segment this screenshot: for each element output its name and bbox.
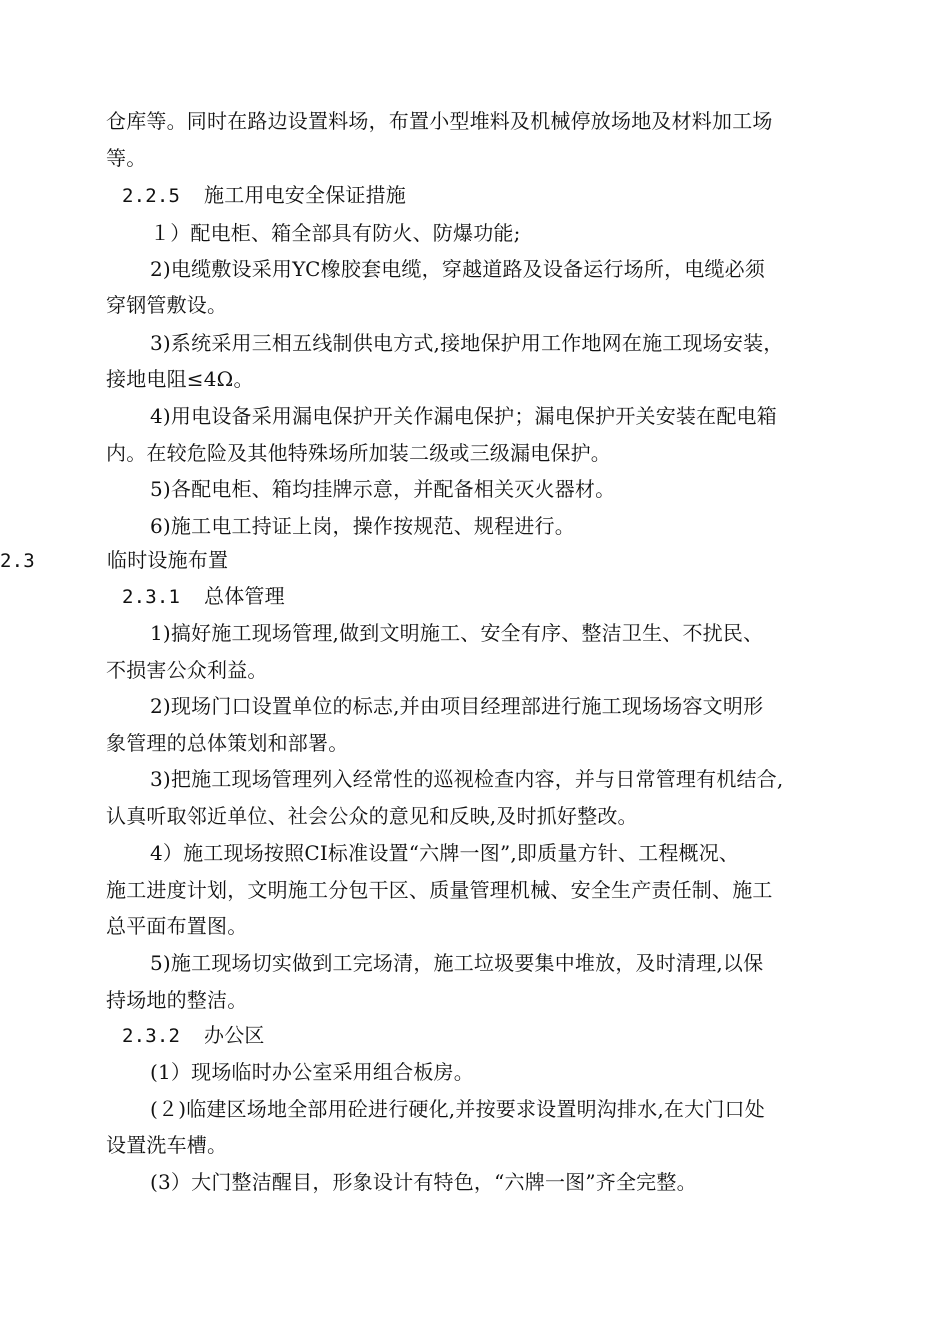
text-line: 4）施工现场按照CI标准设置“六牌一图”,即质量方针、工程概况、 xyxy=(150,841,740,865)
text-line: １）配电柜、箱全部具有防火、防爆功能; xyxy=(150,221,521,245)
text-line: 3)把施工现场管理列入经常性的巡视检查内容，并与日常管理有机结合, xyxy=(150,767,784,791)
text-line: (２)临建区场地全部用砼进行硬化,并按要求设置明沟排水,在大门口处 xyxy=(150,1097,765,1121)
text-line: 5)各配电柜、箱均挂牌示意，并配备相关灭火器材。 xyxy=(150,477,616,501)
section-heading xyxy=(122,583,285,609)
section-number: 2.2.5 xyxy=(122,185,181,207)
text-line: 1)搞好施工现场管理,做到文明施工、安全有序、整洁卫生、不扰民、 xyxy=(150,621,764,645)
text-line: 6)施工电工持证上岗，操作按规范、规程进行。 xyxy=(150,514,575,538)
text-line: 2)现场门口设置单位的标志,并由项目经理部进行施工现场场容文明形 xyxy=(150,694,764,718)
text-line: 2)电缆敷设采用YC橡胶套电缆，穿越道路及设备运行场所，电缆必须 xyxy=(150,257,766,281)
text-line: (1）现场临时办公室采用组合板房。 xyxy=(150,1060,474,1084)
text-line: 3)系统采用三相五线制供电方式,接地保护用工作地网在施工现场安装， xyxy=(150,331,784,355)
text-line: 持场地的整洁。 xyxy=(106,988,248,1012)
text-line: 不损害公众利益。 xyxy=(106,658,268,682)
text-line: (3）大门整洁醒目，形象设计有特色，“六牌一图”齐全完整。 xyxy=(150,1170,697,1194)
text-line: 穿钢管敷设。 xyxy=(106,293,228,317)
section-heading xyxy=(122,1022,265,1048)
section-heading xyxy=(122,182,406,208)
section-number: 2.3 xyxy=(0,550,35,572)
text-line: 施工进度计划，文明施工分包干区、质量管理机械、安全生产责任制、施工 xyxy=(106,878,773,902)
text-line: 内。在较危险及其他特殊场所加装二级或三级漏电保护。 xyxy=(106,441,611,465)
text-line: 4)用电设备采用漏电保护开关作漏电保护；漏电保护开关安装在配电箱 xyxy=(150,404,777,428)
text-line: 等。 xyxy=(106,146,147,170)
text-line: 认真听取邻近单位、社会公众的意见和反映,及时抓好整改。 xyxy=(106,804,638,828)
text-line: 接地电阻≤4Ω。 xyxy=(106,367,254,391)
section-title: 总体管理 xyxy=(204,584,285,608)
text-line: 5)施工现场切实做到工完场清，施工垃圾要集中堆放，及时清理,以保 xyxy=(150,951,764,975)
section-title: 临时设施布置 xyxy=(107,548,229,572)
section-title: 施工用电安全保证措施 xyxy=(204,183,406,207)
text-line: 总平面布置图。 xyxy=(106,914,248,938)
text-line: 象管理的总体策划和部署。 xyxy=(106,731,349,755)
section-number: 2.3.1 xyxy=(122,586,181,608)
text-line: 仓库等。同时在路边设置料场，布置小型堆料及机械停放场地及材料加工场 xyxy=(106,109,773,133)
section-heading xyxy=(0,547,228,573)
text-line: 设置洗车槽。 xyxy=(106,1133,228,1157)
section-title: 办公区 xyxy=(204,1023,265,1047)
section-number: 2.3.2 xyxy=(122,1025,181,1047)
